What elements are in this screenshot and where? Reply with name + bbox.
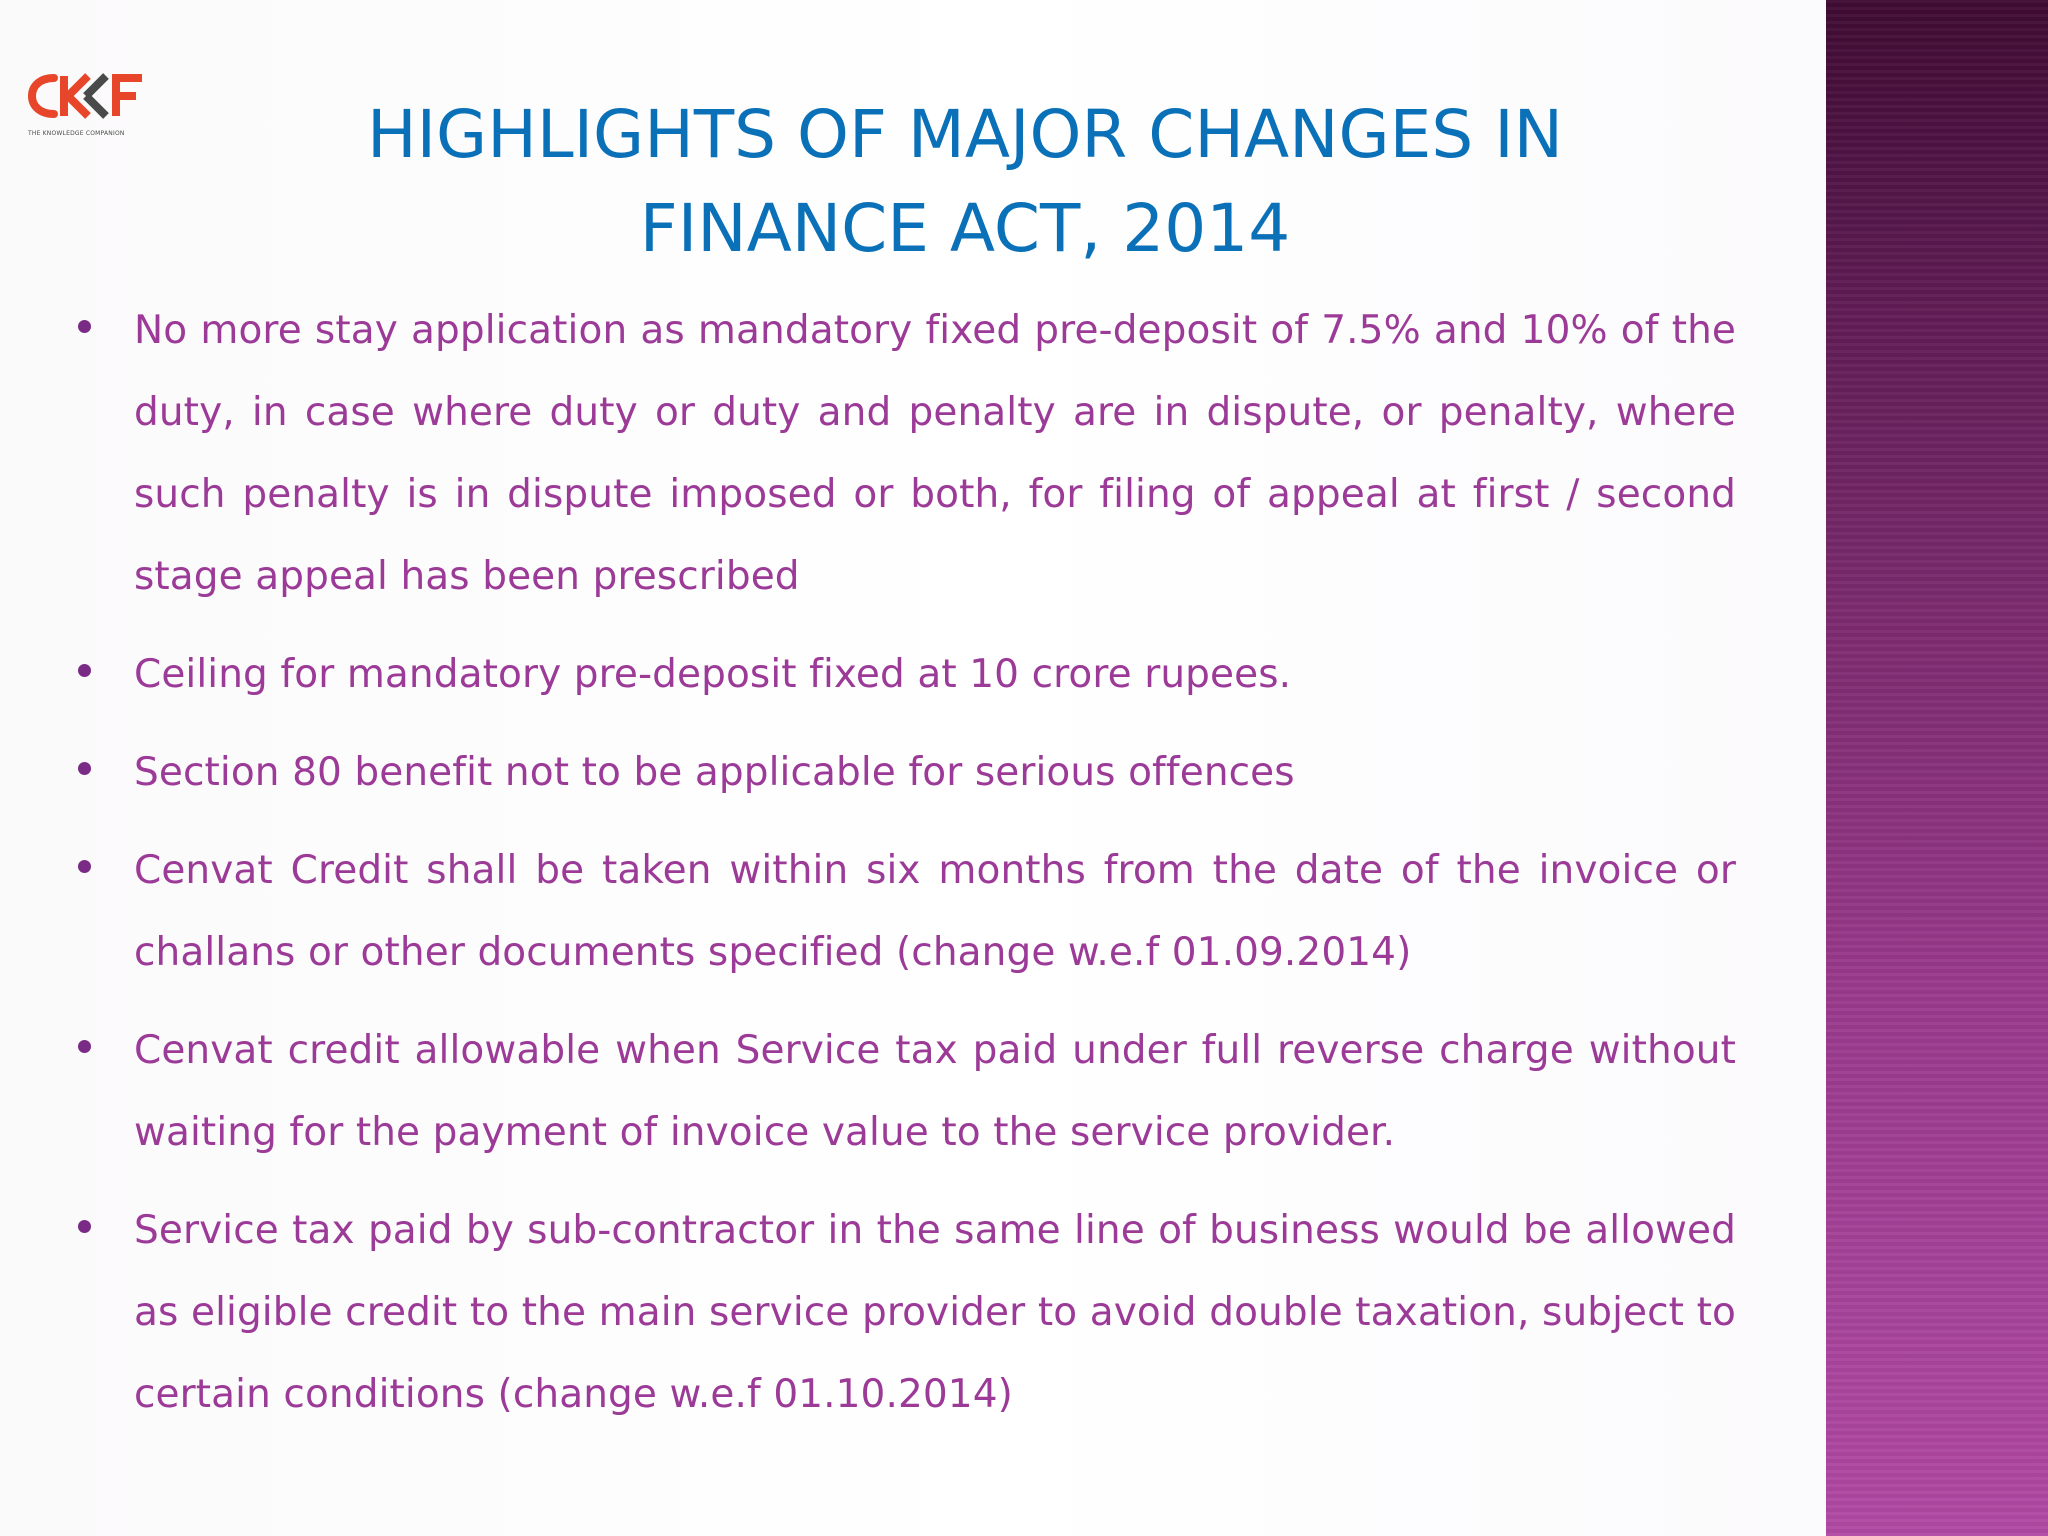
company-logo [26,68,150,142]
bullet-item [70,1190,1736,1436]
bullet-dot-icon [78,664,91,677]
slide-title [300,88,1630,276]
bullet-text: No more stay application as mandatory fixed pre-deposit of 7.5% and 10% of the duty, in case where duty or duty and penalty are in dispute, or penalty, where such penalty is in dispute imposed or both, for filing of appeal at first / second stage appeal has been prescribed [134,308,1736,599]
bullet-text: Cenvat Credit shall be taken within six months from the date of the invoice or challans or other documents specified (change w.e.f 01.09.2014) [134,848,1736,975]
bullet-item [70,290,1736,618]
ckf-logo-mark [26,68,150,124]
bullet-dot-icon [78,860,91,873]
bullet-item [70,830,1736,994]
bullet-text: Service tax paid by sub-contractor in the same line of business would be allowed as eligible credit to the main service provider to avoid double taxation, subject to certain conditions (change w.e.f 01.10.2014) [134,1208,1736,1417]
bullet-list [70,290,1736,1452]
bullet-text: Cenvat credit allowable when Service tax paid under full reverse charge without waiting for the payment of invoice value to the service provider. [134,1028,1736,1155]
bullet-dot-icon [78,1220,91,1233]
bullet-text: Section 80 benefit not to be applicable for serious offences [134,750,1295,795]
title-line-1: HIGHLIGHTS OF MAJOR CHANGES IN [366,96,1564,173]
bullet-item [70,634,1736,716]
bullet-dot-icon [78,1040,91,1053]
bullet-text: Ceiling for mandatory pre-deposit fixed at 10 crore rupees. [134,652,1292,697]
bullet-dot-icon [78,762,91,775]
decorative-side-band [1826,0,2048,1536]
bullet-item [70,732,1736,814]
bullet-item [70,1010,1736,1174]
bullet-dot-icon [78,320,91,333]
logo-tagline: THE KNOWLEDGE COMPANION [28,130,125,137]
title-line-2: FINANCE ACT, 2014 [639,190,1291,267]
